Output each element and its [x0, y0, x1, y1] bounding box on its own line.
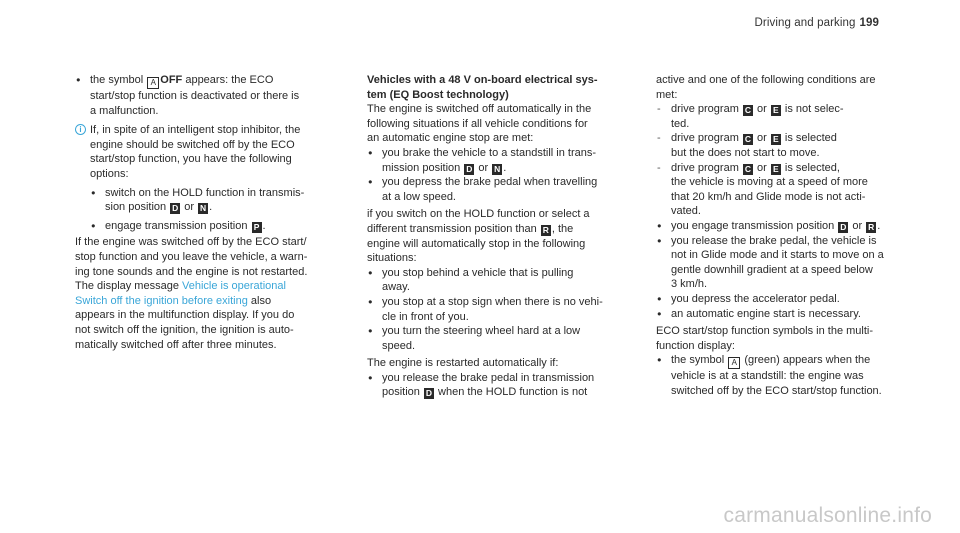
text: . — [262, 219, 266, 232]
paragraph — [75, 235, 337, 352]
info-icon: i — [75, 124, 86, 135]
dash: - — [657, 132, 661, 145]
text: tem (EQ Boost technology) — [367, 88, 509, 101]
paragraph — [656, 324, 891, 353]
text: drive program — [671, 132, 739, 145]
list-item — [656, 292, 891, 307]
page-number: 199 — [859, 17, 879, 29]
gear-d-icon: D — [466, 163, 473, 174]
text: following situations if all vehicle conditions for — [367, 117, 588, 130]
text: is selected — [784, 132, 837, 145]
list-item — [367, 266, 637, 295]
text: 3 km/h. — [671, 278, 708, 291]
text: vated. — [671, 205, 701, 218]
text: vehicle is at a standstill: the engine was — [671, 370, 864, 383]
text: ● you release the brake pedal, the vehicle is — [671, 234, 877, 247]
text: ● an automatic engine start is necessary. — [671, 307, 861, 320]
text: , the — [551, 222, 574, 235]
program-c-icon: C — [744, 163, 751, 174]
list-item — [656, 219, 891, 234]
text: the symbol — [90, 74, 144, 86]
list-item — [367, 295, 637, 324]
text: If the engine was switched off by the ECO start/ — [75, 236, 307, 249]
text: matically switched off after three minutes. — [75, 338, 277, 351]
dash: - — [657, 103, 661, 116]
list-item — [656, 353, 891, 398]
gear-d-icon: D — [172, 203, 179, 214]
note-block — [75, 123, 337, 233]
section-title: Driving and parking — [754, 17, 856, 29]
text: ● you stop at a stop sign when there is no vehi- — [382, 295, 603, 308]
text: position — [382, 386, 420, 399]
text: ECO start/stop function symbols in the multi- — [656, 325, 874, 338]
paragraph: The engine is restarted automatically if: — [367, 357, 559, 370]
program-e-icon: E — [771, 134, 781, 145]
list-item — [367, 146, 637, 175]
program-e-icon: E — [771, 164, 781, 175]
text: options: — [90, 167, 129, 180]
text: ● you release the brake pedal in transmission — [382, 371, 595, 384]
gear-d-icon: D — [425, 388, 433, 399]
text: stop function and you leave the vehicle, a warn- — [75, 250, 308, 263]
text: . — [503, 161, 507, 174]
text: . — [209, 201, 213, 214]
text: that 20 km/h and Glide mode is not acti- — [671, 190, 866, 203]
gear-r-icon: R — [542, 224, 549, 235]
text: is selected, — [784, 161, 840, 174]
text: appears in the multifunction display. If you do — [75, 309, 295, 322]
gear-d-icon: D — [840, 221, 847, 232]
text: . — [877, 219, 881, 232]
text: ● you turn the steering wheel hard at a low — [382, 325, 581, 338]
column-middle — [367, 73, 637, 400]
gear-n-icon: N — [200, 203, 207, 214]
text: at a low speed. — [382, 190, 456, 203]
text: mission position — [382, 161, 461, 174]
watermark: carmanualsonline.info — [723, 504, 932, 528]
text: gentle downhill gradient at a speed below — [671, 263, 873, 276]
text: function display: — [656, 339, 735, 352]
text: ● you depress the accelerator pedal. — [671, 292, 840, 305]
text: an automatic engine stop are met: — [367, 132, 534, 145]
text: speed. — [382, 339, 416, 352]
list-item — [75, 73, 337, 118]
text: also — [250, 294, 272, 307]
text: appears: the ECO — [185, 74, 274, 86]
text: drive program — [671, 103, 739, 116]
eco-start-stop-icon: A — [728, 357, 740, 369]
text: drive program — [671, 161, 739, 174]
gear-p-icon: P — [252, 222, 262, 233]
list-item — [367, 371, 637, 400]
gear-r-icon: R — [868, 221, 875, 232]
program-c-icon: C — [744, 134, 751, 145]
text: or — [756, 161, 767, 174]
list-item — [367, 324, 637, 353]
text: a malfunction. — [90, 104, 159, 117]
text: ing tone sounds and the engine is not restarted. — [75, 265, 308, 278]
program-c-icon: C — [744, 105, 751, 116]
text: cle in front of you. — [382, 310, 469, 323]
text: switched off by the ECO start/stop function. — [671, 384, 882, 397]
off-label: OFF — [160, 74, 183, 86]
text: is not selec- — [784, 103, 844, 116]
text: you engage transmission position — [671, 219, 835, 232]
text: engine should be switched off by the ECO — [90, 138, 295, 151]
column-left — [75, 73, 337, 352]
text: met: — [656, 88, 678, 101]
page-header — [755, 16, 879, 31]
text: start/stop function, you have the following — [90, 153, 292, 166]
paragraph — [367, 102, 637, 146]
list-item — [656, 234, 891, 292]
text: if you switch on the HOLD function or select a — [367, 208, 590, 221]
list-item — [656, 131, 891, 160]
text: or — [756, 103, 767, 116]
text: different transmission position than — [367, 222, 537, 235]
column-right — [656, 73, 891, 398]
text: the symbol — [671, 354, 725, 367]
text: ● you stop behind a vehicle that is pulling — [382, 266, 574, 279]
text: or — [852, 219, 863, 232]
text: engage transmission position — [105, 219, 248, 232]
text: when the HOLD function is not — [438, 386, 588, 399]
text: or — [756, 132, 767, 145]
program-e-icon: E — [771, 105, 781, 116]
text: (green) appears when the — [744, 354, 871, 367]
section-heading — [367, 73, 637, 102]
paragraph — [367, 207, 637, 265]
display-message-link: Vehicle is operational — [182, 280, 286, 293]
text: sion position — [105, 201, 167, 214]
text: The display message — [75, 280, 179, 293]
text: start/stop function is deactivated or there is — [90, 90, 300, 102]
dash: - — [657, 161, 661, 174]
text: Vehicles with a 48 V on-board electrical sys- — [367, 74, 598, 86]
text: or — [478, 161, 489, 174]
text: but the does not start to move. — [671, 146, 820, 159]
list-item — [90, 219, 337, 234]
display-message-link: Switch off the ignition before exiting — [75, 294, 248, 307]
text: If, in spite of an intelligent stop inhibitor, the — [90, 124, 301, 137]
text: The engine is switched off automatically in the — [367, 103, 592, 116]
list-item — [367, 175, 637, 204]
list-item — [656, 102, 891, 131]
text: not in Glide mode and it starts to move on a — [671, 249, 884, 262]
text: ● you depress the brake pedal when travelling — [382, 176, 598, 189]
eco-start-stop-icon: A — [147, 77, 159, 89]
text: the vehicle is moving at a speed of more — [671, 176, 868, 189]
list-item — [656, 161, 891, 219]
gear-n-icon: N — [494, 163, 501, 174]
text: active and one of the following conditions are — [656, 74, 876, 86]
text: engine will automatically stop in the following — [367, 237, 586, 250]
text: ted. — [671, 117, 690, 130]
text: away. — [382, 281, 410, 294]
list-item — [656, 307, 891, 322]
text: or — [184, 201, 195, 214]
list-item — [90, 186, 337, 215]
text: ● switch on the HOLD function in transmis- — [105, 186, 305, 199]
paragraph — [656, 73, 891, 102]
text: situations: — [367, 252, 417, 265]
text: ● you brake the vehicle to a standstill in trans- — [382, 146, 597, 159]
text: not switch off the ignition, the ignition is auto- — [75, 323, 294, 336]
